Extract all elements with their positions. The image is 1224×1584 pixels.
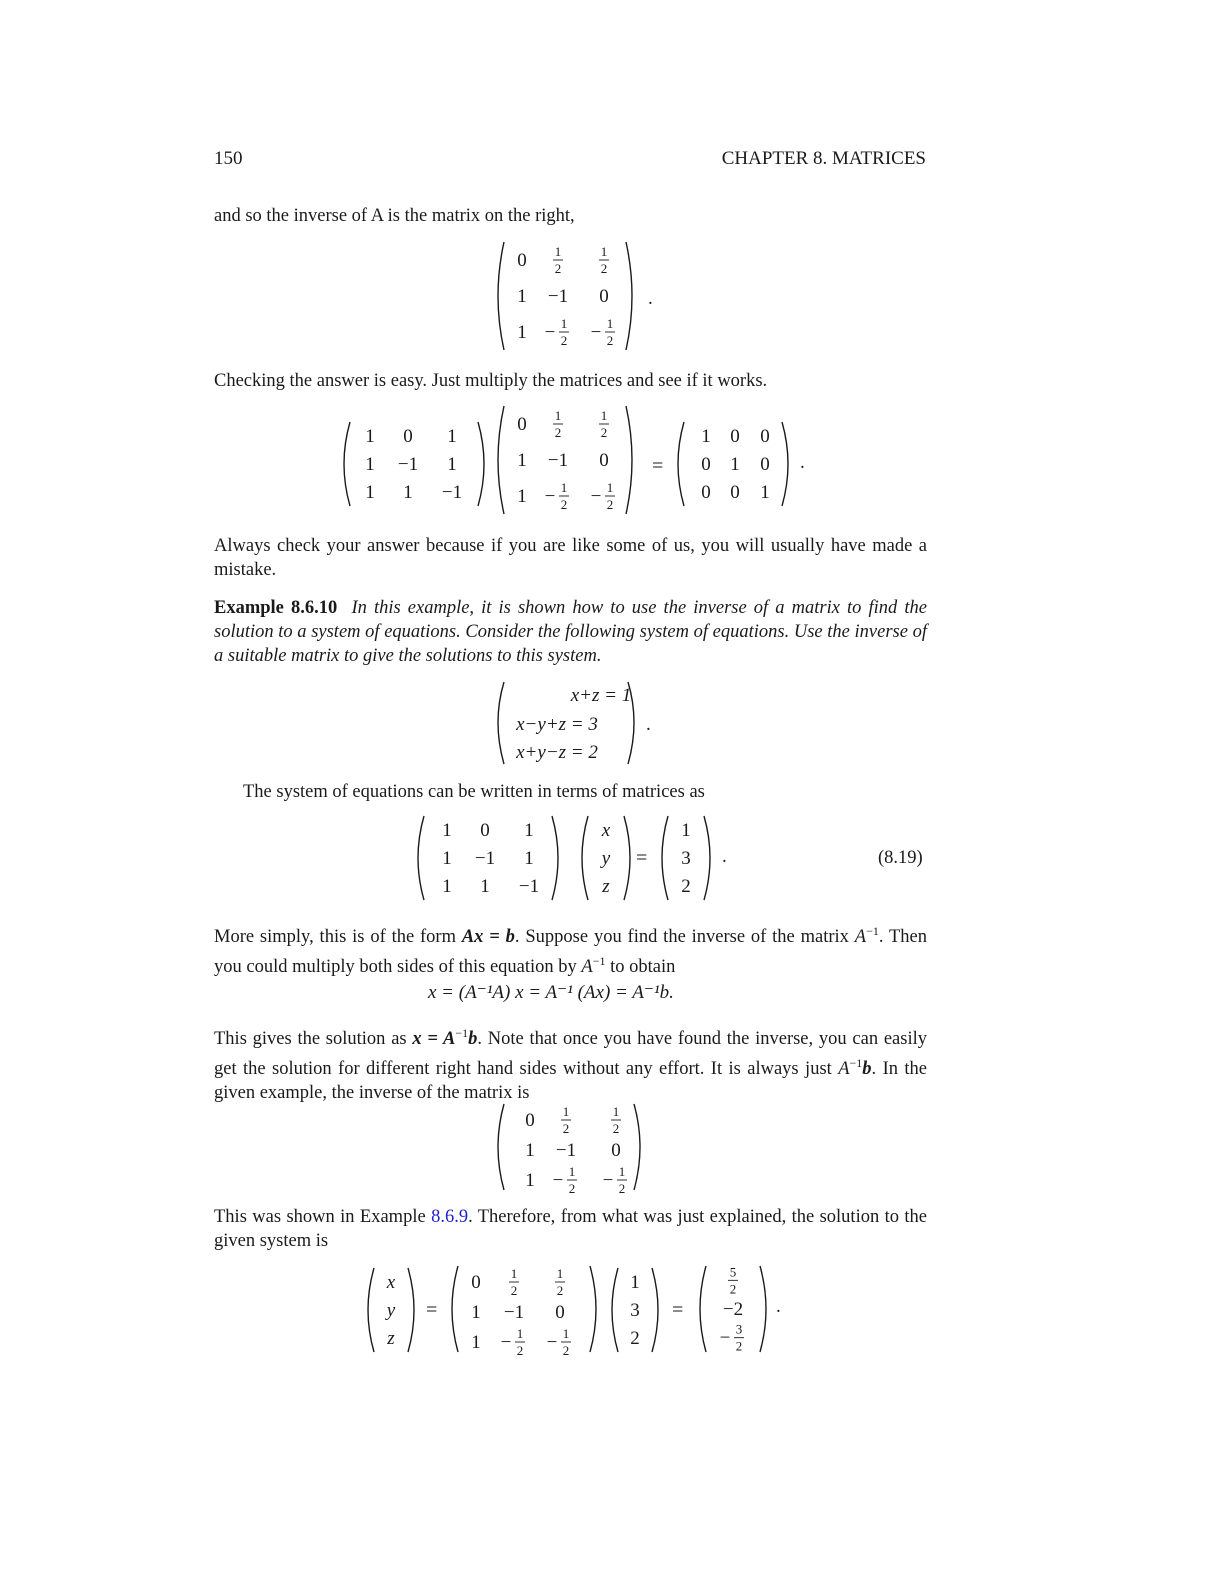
matrix-cell: −1 (547, 286, 569, 307)
matrix-cell: −1 (503, 1302, 525, 1323)
matrix-cell: 1 (517, 322, 527, 343)
period: . (776, 1296, 781, 1317)
equation-inverse-2 (486, 1102, 656, 1194)
fraction-numerator: 1 (556, 1266, 564, 1281)
matrix-cell: 1 (524, 848, 534, 869)
matrix-cell-sign: − (552, 1170, 564, 1191)
matrix-cell: 1 (403, 482, 413, 503)
right-paren (408, 1268, 414, 1352)
matrix-cell: 0 (701, 454, 711, 475)
fraction-denominator: 2 (516, 1343, 524, 1356)
matrix-cell: 0 (517, 414, 527, 435)
fraction-denominator: 2 (606, 333, 614, 348)
fraction-denominator: 2 (554, 261, 562, 276)
matrix-cell: 1 (730, 454, 740, 475)
matrix-cell: −1 (555, 1140, 577, 1161)
left-paren (452, 1266, 458, 1352)
matrix-cell: z (387, 1328, 395, 1349)
equation-number: (8.19) (878, 848, 923, 868)
system-eq-1: x+z = 1 (570, 685, 632, 706)
system-eq-2: x−y+z = 3 (516, 714, 598, 735)
vector-b (662, 816, 710, 900)
matrix-cell: 0 (403, 426, 413, 447)
matrix-cell: 0 (555, 1302, 565, 1323)
left-paren (678, 422, 684, 506)
matrix-cell: 1 (480, 876, 490, 897)
matrix-inverse (498, 406, 632, 514)
fraction-numerator: 1 (562, 1104, 570, 1119)
matrix-cell-sign: − (719, 1327, 731, 1349)
matrix-cell: z (602, 876, 610, 897)
right-paren (634, 1104, 640, 1190)
right-paren (552, 816, 558, 900)
matrix-cell: 1 (524, 820, 534, 841)
matrix-cell: 1 (630, 1272, 640, 1293)
right-paren (590, 1266, 596, 1352)
matrix-cell: 0 (599, 450, 609, 471)
fraction-denominator: 2 (562, 1121, 570, 1136)
vector-xyz (582, 816, 630, 900)
matrix-cell: 1 (365, 426, 375, 447)
shown-paragraph: This was shown in Example 8.6.9. Therefore, from what was just explained, the solution to the given system is (214, 1207, 927, 1251)
fraction-numerator: 1 (554, 244, 562, 259)
fraction-denominator: 2 (556, 1283, 564, 1298)
matrix-cell: 1 (517, 486, 527, 507)
right-paren (626, 406, 632, 514)
matrix-cell: 1 (471, 1302, 481, 1323)
matrix-cell: 0 (730, 482, 740, 503)
example-label: Example 8.6.10 (214, 598, 338, 618)
equation-8-19 (410, 812, 750, 908)
matrix-cell: 1 (442, 876, 452, 897)
equals-sign: = (636, 847, 648, 869)
matrix-cell: 1 (681, 820, 691, 841)
matrix-cell: 1 (517, 450, 527, 471)
matrix-cell: 1 (447, 454, 457, 475)
equation-system (490, 678, 670, 772)
fraction-numerator: 1 (606, 480, 614, 495)
matrix-cell: 0 (760, 426, 770, 447)
right-paren (626, 242, 632, 350)
fraction-numerator: 5 (729, 1264, 737, 1280)
intro-paragraph: and so the inverse of A is the matrix on the right, (214, 206, 575, 226)
fraction-denominator: 2 (606, 497, 614, 512)
example-8-6-9-link[interactable]: 8.6.9 (431, 1207, 469, 1227)
matrix-cell: 0 (480, 820, 490, 841)
matrix-inverse (452, 1266, 596, 1356)
period: . (722, 846, 727, 867)
matrix-cell: y (386, 1300, 396, 1321)
fraction-denominator: 2 (560, 333, 568, 348)
matrix-inverse (498, 242, 632, 350)
matrix-cell: −1 (397, 454, 419, 475)
equals-sign: = (672, 1299, 684, 1321)
matrix-cell-sign: − (500, 1332, 512, 1353)
matrix-cell: 0 (471, 1272, 481, 1293)
equation-solution (360, 1264, 790, 1356)
example-text: In this example, it is shown how to use the inverse of a matrix to find the solution to a system of equations. Consider the following system of equations. Use the inverse of a suitable matrix to give the solutions to this system. (214, 598, 928, 666)
period: . (648, 288, 653, 309)
left-paren (498, 1104, 504, 1190)
fraction-numerator: 1 (600, 408, 608, 423)
fraction-numerator: 1 (606, 316, 614, 331)
system-matrix-paragraph: The system of equations can be written in terms of matrices as (243, 782, 705, 802)
fraction-denominator: 2 (612, 1121, 620, 1136)
matrix-cell: −1 (441, 482, 463, 503)
vector-solution (700, 1264, 766, 1353)
matrix-cell: 0 (525, 1110, 535, 1131)
fraction-denominator: 2 (729, 1281, 737, 1297)
gives-paragraph: This gives the solution as $x = A^{-1}b$. Note that once you have found the inverse, you can easily get the solution for different right hand sides without any effort. It is always just $A^{-1}b$. In the given example, the inverse of the matrix is (214, 1026, 928, 1104)
vector-b (612, 1268, 658, 1352)
equation-check (336, 404, 816, 520)
matrix-cell: −1 (547, 450, 569, 471)
fraction-denominator: 2 (618, 1181, 626, 1194)
matrix-identity (678, 422, 788, 506)
matrix-cell: 2 (630, 1328, 640, 1349)
matrix-cell: x (386, 1272, 396, 1293)
fraction-denominator: 2 (562, 1343, 570, 1356)
fraction-denominator: 2 (600, 261, 608, 276)
left-paren (498, 406, 504, 514)
fraction-numerator: 1 (554, 408, 562, 423)
equals-sign: = (652, 455, 664, 477)
matrix-cell: 2 (681, 876, 691, 897)
formula-ax-b: Ax = b (461, 927, 515, 948)
matrix-cell: 1 (442, 820, 452, 841)
fraction-numerator: 1 (612, 1104, 620, 1119)
period: . (646, 714, 651, 735)
left-paren (582, 816, 588, 900)
fraction-numerator: 1 (618, 1164, 626, 1179)
matrix-cell: 1 (365, 482, 375, 503)
fraction-numerator: 1 (562, 1326, 570, 1341)
matrix-cell: −1 (518, 876, 540, 897)
matrix-cell: 1 (447, 426, 457, 447)
matrix-cell: 0 (701, 482, 711, 503)
more-simply-paragraph: More simply, this is of the form Ax = b. Suppose you find the inverse of the matrix $A^{-1}$. Then you could multiply both sides of this equation by $A^{-1}$ to obtain (214, 924, 927, 978)
left-paren (368, 1268, 374, 1352)
matrix-cell: 1 (525, 1140, 535, 1161)
right-paren (704, 816, 710, 900)
left-paren (662, 816, 668, 900)
example-paragraph (214, 596, 927, 668)
matrix-cell-sign: − (546, 1332, 558, 1353)
equals-sign: = (426, 1299, 438, 1321)
matrix-cell-sign: − (544, 322, 556, 343)
matrix-cell: 1 (701, 426, 711, 447)
page-number: 150 (214, 148, 243, 169)
matrix-cell: 1 (760, 482, 770, 503)
left-paren (498, 682, 504, 764)
fraction-numerator: 1 (560, 316, 568, 331)
equation-inverse (480, 238, 680, 358)
right-paren (760, 1266, 766, 1352)
matrix-inverse (498, 1104, 640, 1194)
fraction-denominator: 2 (510, 1283, 518, 1298)
left-paren (498, 242, 504, 350)
check-paragraph: Checking the answer is easy. Just multiply the matrices and see if it works. (214, 371, 768, 391)
matrix-cell: x (601, 820, 611, 841)
always-check-paragraph: Always check your answer because if you are like some of us, you will usually have made a mistake. (214, 536, 927, 580)
fraction-numerator: 3 (735, 1321, 743, 1337)
matrix-cell: 3 (630, 1300, 640, 1321)
matrix-cell: 1 (517, 286, 527, 307)
running-header: CHAPTER 8. MATRICES (721, 148, 926, 169)
matrix-cell: 1 (365, 454, 375, 475)
vector-xyz (368, 1268, 414, 1352)
matrix-cell: 0 (599, 286, 609, 307)
fraction-numerator: 1 (516, 1326, 524, 1341)
fraction-denominator: 2 (735, 1338, 743, 1354)
matrix-cell: 3 (681, 848, 691, 869)
matrix-cell: 1 (525, 1170, 535, 1191)
matrix-cell: 0 (611, 1140, 621, 1161)
fraction-denominator: 2 (568, 1181, 576, 1194)
matrix-A (344, 422, 484, 506)
matrix-cell-sign: − (544, 486, 556, 507)
fraction-numerator: 1 (568, 1164, 576, 1179)
matrix-cell: 0 (730, 426, 740, 447)
derivation-equation: x = (A⁻¹A) x = A⁻¹ (Ax) = A⁻¹b. (428, 982, 674, 1003)
matrix-cell-sign: − (602, 1170, 614, 1191)
matrix-cell: y (601, 848, 611, 869)
fraction-numerator: 1 (600, 244, 608, 259)
matrix-cell-sign: − (590, 486, 602, 507)
matrix-cell: 0 (760, 454, 770, 475)
fraction-denominator: 2 (554, 425, 562, 440)
fraction-denominator: 2 (600, 425, 608, 440)
left-paren (344, 422, 350, 506)
matrix-cell: 1 (442, 848, 452, 869)
right-paren (478, 422, 484, 506)
fraction-numerator: 1 (510, 1266, 518, 1281)
right-paren (624, 816, 630, 900)
right-paren (782, 422, 788, 506)
matrix-cell: 0 (517, 250, 527, 271)
right-paren (652, 1268, 658, 1352)
left-paren (700, 1266, 706, 1352)
period: . (800, 452, 805, 473)
left-paren (418, 816, 424, 900)
matrix-cell: −2 (722, 1299, 744, 1320)
matrix-cell: 1 (471, 1332, 481, 1353)
system-eq-3: x+y−z = 2 (516, 742, 598, 763)
fraction-numerator: 1 (560, 480, 568, 495)
left-paren (612, 1268, 618, 1352)
matrix-cell: −1 (474, 848, 496, 869)
matrix-cell-sign: − (590, 322, 602, 343)
fraction-denominator: 2 (560, 497, 568, 512)
matrix-A (418, 816, 558, 900)
